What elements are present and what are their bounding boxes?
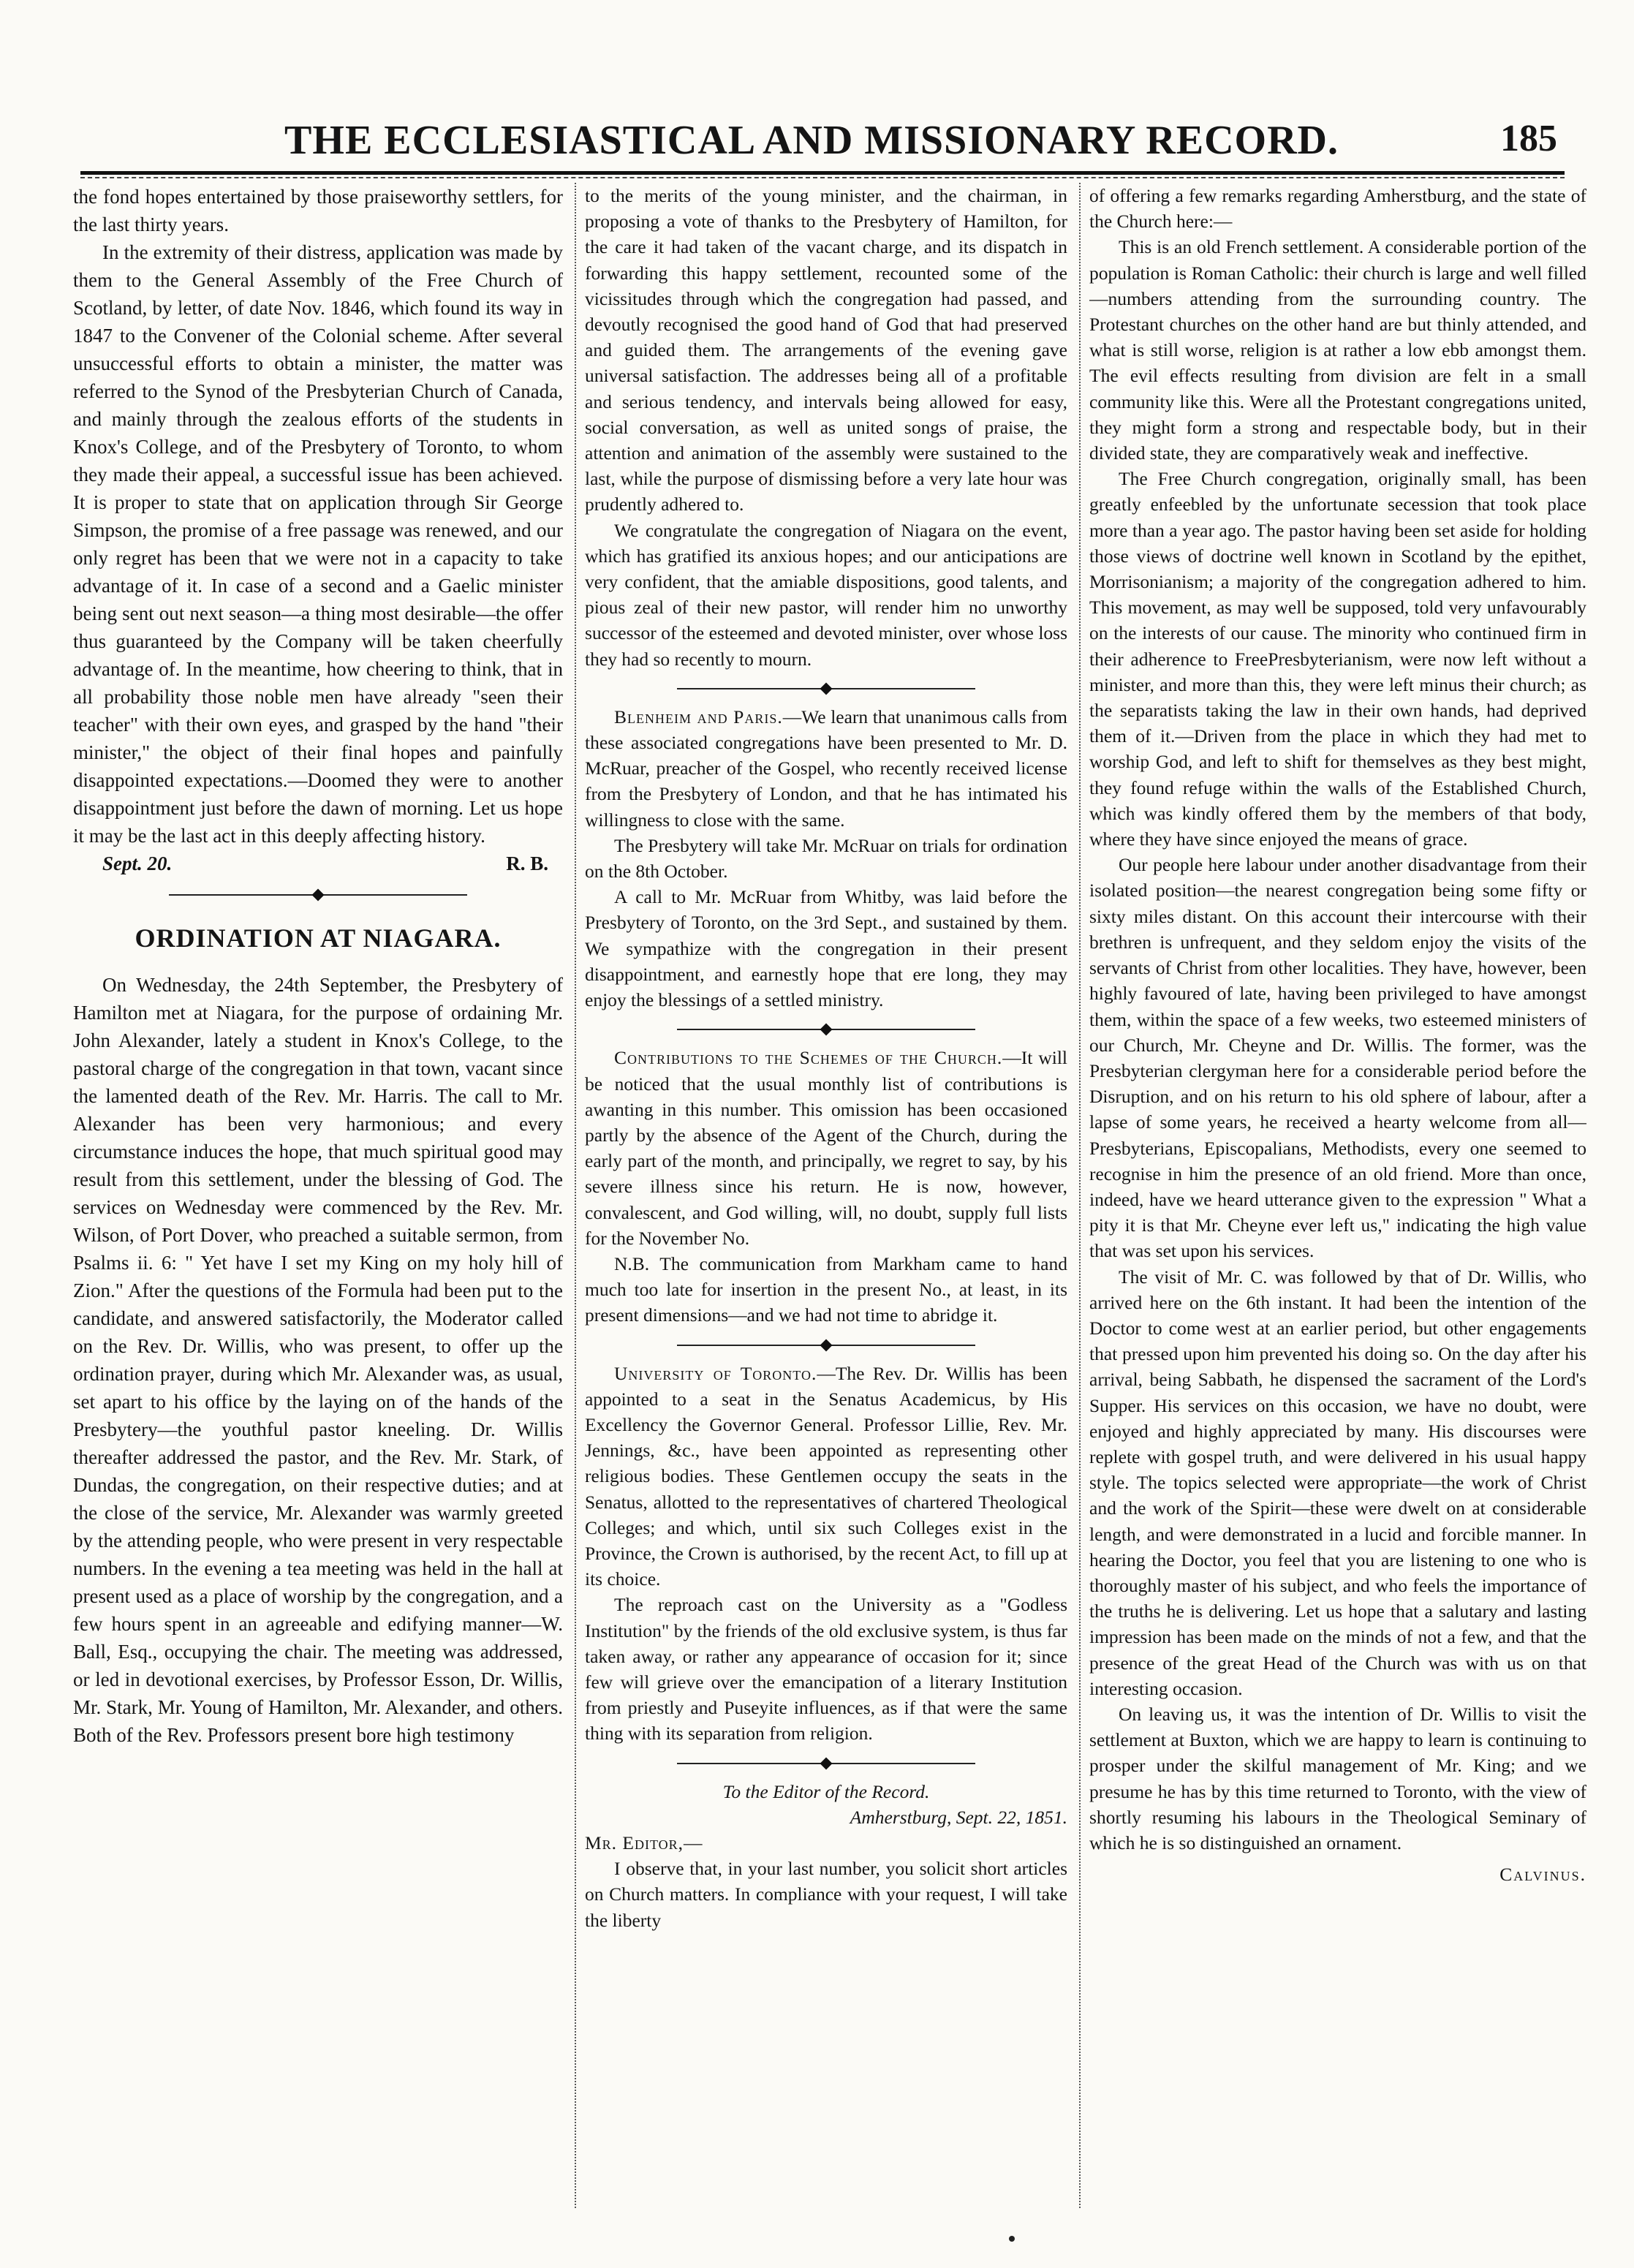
- column-middle: [585, 183, 1067, 2223]
- column-divider: [575, 183, 576, 2208]
- header-rule-dashed: [80, 177, 1565, 178]
- paragraph: The Presbytery will take Mr. McRuar on trials for ordination on the 8th October.: [585, 834, 1067, 882]
- paragraph: The reproach cast on the University as a "Godless Institution" by the friends of the old exclusive system, is thus far taken away, or rather any appearance of occasion for it; since few will grieve over the emancipation of a literary Institution from priestly and Puseyite influences, as if that were the same thing with its separation from religion.: [585, 1594, 1067, 1745]
- page-number: 185: [1500, 118, 1557, 159]
- section-divider: [585, 682, 1067, 694]
- column-left: [73, 183, 563, 2223]
- column-divider: [1079, 183, 1081, 2208]
- signoff: [73, 850, 563, 877]
- section-divider: [585, 1339, 1067, 1350]
- paragraph: [585, 1361, 1067, 1592]
- paragraph: [585, 1045, 1067, 1251]
- signoff-initials: R. B.: [506, 853, 548, 874]
- column-right: [1089, 183, 1586, 2223]
- section-divider: [73, 888, 563, 899]
- paragraph-heading: Blenheim and Paris.: [614, 706, 783, 727]
- paragraph: This is an old French settlement. A considerable portion of the population is Roman Catholic: their church is large and well filled—numbers attending from the surrounding country. The Protestant churches on the other hand are but thinly attended, and what is still worse, religion is at rather a low ebb amongst them. The evil effects resulting from division are felt in a small community like this. Were all the Protestant congregations united, they might form a strong and respectable body, but in their divided state, they are comparatively weak and ineffective.: [1089, 236, 1586, 464]
- signoff-date: Sept. 20.: [102, 853, 173, 874]
- header-rule: [80, 171, 1565, 175]
- paragraph: I observe that, in your last number, you solicit short articles on Church matters. In compliance with your request, I will take the liberty: [585, 1858, 1067, 1931]
- paragraph: of offering a few remarks regarding Amherstburg, and the state of the Church here:—: [1089, 185, 1586, 233]
- letter-place-date: Amherstburg, Sept. 22, 1851.: [850, 1806, 1067, 1828]
- letter-heading: To the Editor of the Record.: [722, 1780, 930, 1802]
- paragraph-body: —The Rev. Dr. Willis has been appointed to a seat in the Senatus Academicus, by His Excellency the Governor General. Professor Lillie, Rev. Mr. Jennings, &c., have been appointed as representing other religious bodies. These Gentlemen occupy the seats in the Senatus, allotted to the representatives of chartered Theological Colleges; and which, until six such Colleges exist in the Province, the Crown is authorised, by the recent Act, to fill up at its choice.: [585, 1362, 1067, 1590]
- paragraph: to the merits of the young minister, and the chairman, in proposing a vote of thanks to the Presbytery of Hamilton, for the care it had taken of the vacant charge, and its dispatch in forwarding this happy settlement, recounted some of the vicissitudes through which the congregation had passed, and devoutly recognised the good hand of God that had preserved and guided them. The arrangements of the evening gave universal satisfaction. The addresses being all of a profitable and serious tendency, and intervals being allowed for easy, social conversation, as well as united songs of praise, the attention and animation of the assembly were sustained to the last, while the purpose of dismissing before a very late hour was prudently adhered to.: [585, 185, 1067, 515]
- paragraph: N.B. The communication from Markham came to hand much too late for insertion in the present No., at least, in its present dimensions—and we had not time to abridge it.: [585, 1252, 1067, 1326]
- section-divider: [585, 1023, 1067, 1035]
- paragraph-body: —It will be noticed that the usual monthly list of contributions is awanting in this number. This omission has been occasioned partly by the absence of the Agent of the Church, during the early part of the month, and principally, we regret to say, by his severe illness since his return. He is now, however, convalescent, and God willing, will, no doubt, supply full lists for the November No.: [585, 1047, 1067, 1249]
- paragraph: A call to Mr. McRuar from Whitby, was laid before the Presbytery of Toronto, on the 3rd Sept., and sustained by them. We sympathize with the congregation in their present disappointment, and earnestly hope that ere long, they may enjoy the blessings of a settled ministry.: [585, 886, 1067, 1011]
- section-title: ORDINATION AT NIAGARA.: [135, 923, 502, 953]
- paragraph: The Free Church congregation, originally small, has been greatly enfeebled by the unfortunate secession that took place more than a year ago. The pastor having been set aside for holding those views of doctrine well known in Scotland by the epithet, Morrisonianism; a majority of the congregation adhered to him. This movement, as may well be supposed, told very unfavourably on the interests of our cause. The minority who continued firm in their adherence to FreePresbyterianism, were now left without a minister, and more than this, they were left minus their church; as the separatists taking the law in their own hands, had deprived them of it.—Driven from the place in which they had met to worship God, and left to shift for themselves as they best might, they found refuge within the walls of the Established Church, which was kindly offered them by the members of that body, where they have since enjoyed the means of grace.: [1089, 468, 1586, 850]
- paragraph: On Wednesday, the 24th September, the Presbytery of Hamilton met at Niagara, for the purpose of ordaining Mr. John Alexander, lately a student in Knox's College, to the pastoral charge of the congregation in that town, vacant since the lamented death of the Rev. Mr. Harris. The call to Mr. Alexander has been very harmonious; and every circumstance induces the hope, that much spiritual good may result from this settlement, under the blessing of God. The services on Wednesday were commenced by the Rev. Mr. Wilson, of Port Dover, who preached a suitable sermon, from Psalms ii. 6: " Yet have I set my King on my holy hill of Zion." After the questions of the Formula had been put to the candidate, and answered satisfactorily, the Moderator called on the Rev. Dr. Willis, who was present, to offer up the ordination prayer, during which Mr. Alexander was, as usual, set apart to his office by the laying on of the hands of the Presbytery—the youthful pastor kneeling. Dr. Willis thereafter addressed the pastor, and the Rev. Mr. Stark, of Dundas, the congregation, on their respective duties; and at the close of the service, Mr. Alexander was warmly greeted by the attending people, who were present in very respectable numbers. In the evening a tea meeting was held in the hall at present used as a place of worship by the congregation, and a few hours spent in an agreeable and edifying manner—W. Ball, Esq., occupying the chair. The meeting was addressed, or led in devotional exercises, by Professor Esson, Dr. Willis, Mr. Stark, Mr. Young of Hamilton, Mr. Alexander, and others. Both of the Rev. Professors present bore high testimony: [73, 974, 563, 1746]
- paragraph: In the extremity of their distress, application was made by them to the General Assembly of the Free Church of Scotland, by letter, of date Nov. 1846, which found its way in 1847 to the Convener of the Colonial scheme. After several unsuccessful efforts to obtain a minister, the matter was referred to the Synod of the Presbyterian Church of Canada, and mainly through the zealous efforts of the students in Knox's College, and of the Presbytery of Toronto, to whom they made their appeal, a successful issue has been achieved. It is proper to state that on application through Sir George Simpson, the promise of a free passage was renewed, and our only regret has been that we were not in a capacity to take advantage of it. In case of a second and a Gaelic minister being sent out next season—a thing most desirable—the offer thus guaranteed by the Company will be taken cheerfully advantage of. In the meantime, how cheering to think, that in all probability those noble men have already "seen their teacher" with their own eyes, and grasped by the hand "their minister," the object of their final hopes and painfully disappointed expectations.—Doomed they were to another disappointment just before the dawn of morning. Let us hope it may be the last act in this deeply affecting history.: [73, 241, 563, 847]
- paragraph: [585, 704, 1067, 833]
- running-title: THE ECCLESIASTICAL AND MISSIONARY RECORD.: [284, 118, 1339, 163]
- ink-dot: [1009, 2236, 1015, 2242]
- paragraph: the fond hopes entertained by those praiseworthy settlers, for the last thirty years.: [73, 186, 563, 235]
- paragraph: The visit of Mr. C. was followed by that of Dr. Willis, who arrived here on the 6th instant. It had been the intention of the Doctor to come west at an earlier period, but other engagements that pressed upon him prevented his doing so. On the day after his arrival, being Sabbath, he dispensed the sacrament of the Lord's Supper. His services on this occasion, we have no doubt, were enjoyed and highly appreciated by many. His discourses were replete with gospel truth, and were delivered in his usual happy style. The topics selected were appropriate—the work of Christ and the work of the Spirit—these were dwelt on at considerable length, and were demonstrated in a lucid and forcible manner. In hearing the Doctor, you feel that you are listening to one who is thoroughly master of his subject, and who feels the importance of the truths he is delivering. Let us hope that a salutary and lasting impression has been made on the minds of not a few, and that the presence of the great Head of the Church was with us on that interesting occasion.: [1089, 1266, 1586, 1699]
- paragraph-heading: University of Toronto.: [614, 1362, 817, 1384]
- letter-salutation: Mr. Editor,—: [585, 1832, 703, 1853]
- paragraph-body: —We learn that unanimous calls from these associated congregations have been presented to Mr. D. McRuar, preacher of the Gospel, who recently received license from the Presbytery of London, and that he has intimated his willingness to close with the same.: [585, 706, 1067, 831]
- paragraph: Our people here labour under another disadvantage from their isolated position—the nearest congregation being some fifty or sixty miles distant. On this account their intercourse with their brethren is unfrequent, and they seldom enjoy the visits of the servants of Christ from other localities. They have, however, been highly favoured of late, having been privileged to have amongst them, within the space of a few weeks, two esteemed ministers of our Church, Mr. Cheyne and Dr. Willis. The former, was the Presbyterian clergyman here for a considerable period before the Disruption, and on his return to his old sphere of labour, after a lapse of some years, he received a hearty welcome from all—Presbyterians, Episcopalians, Methodists, every one seemed to recognise in him the presence of an old friend. More than once, indeed, have we heard utterance given to the expression " What a pity it is that Mr. Cheyne ever left us," indicating the high value that was set upon his services.: [1089, 854, 1586, 1262]
- signature: Calvinus.: [1499, 1864, 1586, 1886]
- paragraph: On leaving us, it was the intention of Dr. Willis to visit the settlement at Buxton, which we are happy to learn is continuing to prosper under the skilful management of Mr. King; and we presume he has by this time returned to Toronto, with the view of shortly resuming his labours in the Theological Seminary of which he is so distinguished an ornament.: [1089, 1703, 1586, 1853]
- paragraph-heading: Contributions to the Schemes of the Church.: [614, 1047, 1003, 1069]
- section-divider: [585, 1757, 1067, 1769]
- paragraph: We congratulate the congregation of Niagara on the event, which has gratified its anxious hopes; and our anticipations are very confident, that the amiable dispositions, good talents, and pious zeal of their new pastor, will render him no unworthy successor of the esteemed and devoted minister, over whose loss they had so recently to mourn.: [585, 519, 1067, 670]
